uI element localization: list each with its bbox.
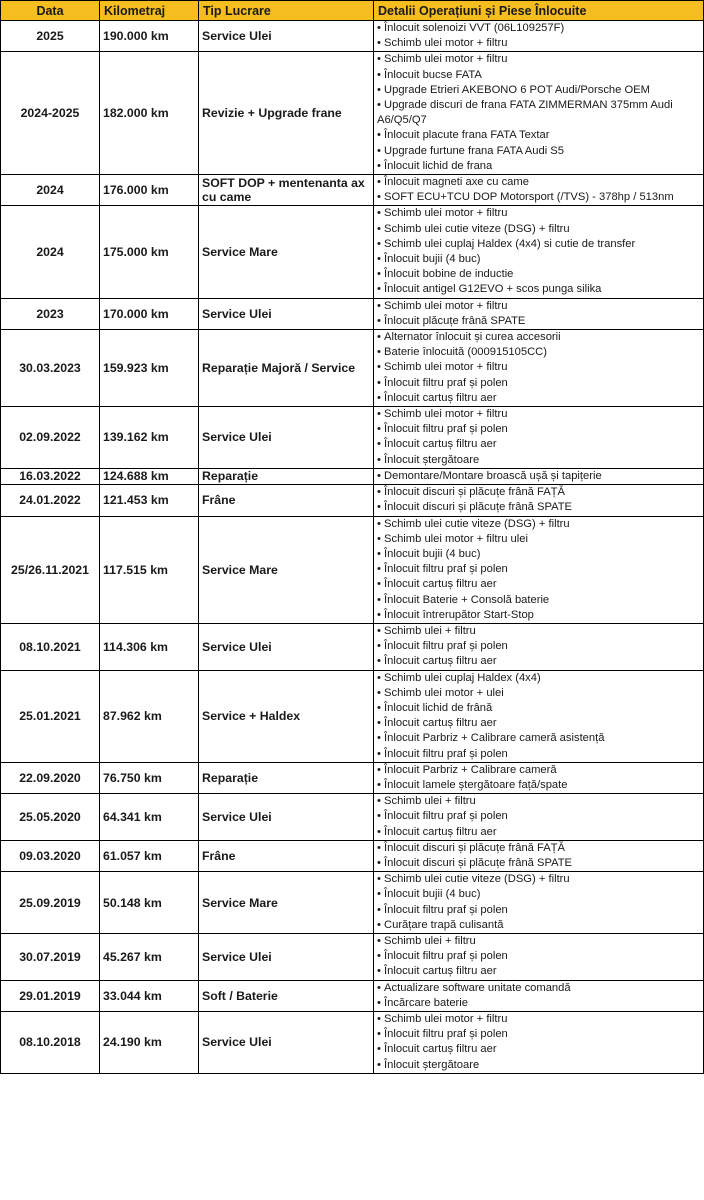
detail-item: • Înlocuit discuri și plăcuțe frână FAȚĂ: [377, 485, 700, 500]
table-body: [1, 21, 704, 1074]
row-km: 64.341 km: [100, 794, 199, 841]
row-type: Frâne: [199, 485, 374, 516]
row-details: [374, 468, 704, 484]
detail-item: • Schimb ulei cuplaj Haldex (4x4) si cutie de transfer: [377, 237, 700, 252]
row-details: [374, 52, 704, 175]
detail-item: • Upgrade furtune frana FATA Audi S5: [377, 144, 700, 159]
detail-item: • Înlocuit cartuș filtru aer: [377, 391, 700, 406]
row-km: 114.306 km: [100, 623, 199, 670]
row-km: 50.148 km: [100, 872, 199, 934]
header-date: Data: [1, 1, 100, 21]
detail-item: • Schimb ulei cutie viteze (DSG) + filtru: [377, 872, 700, 887]
row-type: Frâne: [199, 840, 374, 871]
row-date: 2025: [1, 21, 100, 52]
row-km: 124.688 km: [100, 468, 199, 484]
row-type: Service Ulei: [199, 298, 374, 329]
detail-item: • Schimb ulei + filtru: [377, 624, 700, 639]
row-km: 159.923 km: [100, 330, 199, 407]
row-type: Service Ulei: [199, 407, 374, 469]
detail-item: • Schimb ulei motor + ulei: [377, 686, 700, 701]
table-row: [1, 762, 704, 793]
detail-item: • Înlocuit cartuș filtru aer: [377, 654, 700, 669]
row-type: Reparație Majoră / Service: [199, 330, 374, 407]
row-date: 09.03.2020: [1, 840, 100, 871]
detail-item: • Înlocuit bujii (4 buc): [377, 252, 700, 267]
detail-list: [377, 21, 700, 51]
row-date: 30.03.2023: [1, 330, 100, 407]
detail-list: [377, 671, 700, 762]
row-details: [374, 670, 704, 762]
row-km: 33.044 km: [100, 980, 199, 1011]
detail-item: • Schimb ulei motor + filtru: [377, 52, 700, 67]
row-details: [374, 933, 704, 980]
row-date: 02.09.2022: [1, 407, 100, 469]
detail-item: • Înlocuit plăcuțe frână SPATE: [377, 314, 700, 329]
row-date: 25.09.2019: [1, 872, 100, 934]
detail-item: • Înlocuit lichid de frana: [377, 159, 700, 174]
detail-list: [377, 407, 700, 468]
row-details: [374, 206, 704, 298]
detail-list: [377, 517, 700, 623]
detail-item: • Înlocuit bucse FATA: [377, 68, 700, 83]
table-row: [1, 298, 704, 329]
row-type: Service Mare: [199, 872, 374, 934]
header-details: Detalii Operațiuni și Piese Înlocuite: [374, 1, 704, 21]
detail-list: [377, 1012, 700, 1073]
detail-item: • Înlocuit magneti axe cu came: [377, 175, 700, 190]
detail-item: • Înlocuit discuri și plăcuțe frână FAȚĂ: [377, 841, 700, 856]
table-row: [1, 206, 704, 298]
row-km: 117.515 km: [100, 516, 199, 623]
row-details: [374, 980, 704, 1011]
row-km: 176.000 km: [100, 175, 199, 206]
detail-item: • Baterie înlocuită (000915105CC): [377, 345, 700, 360]
table-row: [1, 516, 704, 623]
detail-item: • Înlocuit bujii (4 buc): [377, 547, 700, 562]
row-km: 170.000 km: [100, 298, 199, 329]
row-date: 25.05.2020: [1, 794, 100, 841]
detail-list: [377, 841, 700, 871]
detail-item: • Înlocuit filtru praf și polen: [377, 422, 700, 437]
detail-item: • Upgrade discuri de frana FATA ZIMMERMAN 375mm Audi A6/Q5/Q7: [377, 98, 700, 128]
row-details: [374, 21, 704, 52]
row-date: 16.03.2022: [1, 468, 100, 484]
detail-item: • Înlocuit discuri și plăcuțe frână SPATE: [377, 856, 700, 871]
row-date: 08.10.2021: [1, 623, 100, 670]
detail-item: • Înlocuit Parbriz + Calibrare cameră: [377, 763, 700, 778]
table-row: [1, 407, 704, 469]
detail-item: • Schimb ulei cuplaj Haldex (4x4): [377, 671, 700, 686]
detail-item: • Înlocuit ștergătoare: [377, 453, 700, 468]
detail-item: • Înlocuit discuri și plăcuțe frână SPATE: [377, 500, 700, 515]
row-type: Service + Haldex: [199, 670, 374, 762]
detail-list: [377, 763, 700, 793]
detail-list: [377, 794, 700, 840]
detail-item: • Înlocuit placute frana FATA Textar: [377, 128, 700, 143]
table-row: [1, 933, 704, 980]
row-km: 45.267 km: [100, 933, 199, 980]
row-km: 121.453 km: [100, 485, 199, 516]
table-row: [1, 52, 704, 175]
row-details: [374, 485, 704, 516]
table-row: [1, 872, 704, 934]
detail-list: [377, 624, 700, 670]
row-type: Service Ulei: [199, 21, 374, 52]
detail-item: • Înlocuit cartuș filtru aer: [377, 964, 700, 979]
row-date: 22.09.2020: [1, 762, 100, 793]
detail-item: • Încărcare baterie: [377, 996, 700, 1011]
detail-item: • Înlocuit lichid de frână: [377, 701, 700, 716]
row-type: Service Ulei: [199, 1012, 374, 1074]
table-row: [1, 330, 704, 407]
detail-item: • Înlocuit solenoizi VVT (06L109257F): [377, 21, 700, 36]
header-type: Tip Lucrare: [199, 1, 374, 21]
detail-list: [377, 469, 700, 484]
detail-item: • Schimb ulei motor + filtru: [377, 36, 700, 51]
detail-item: • Înlocuit filtru praf și polen: [377, 949, 700, 964]
detail-item: • Înlocuit Baterie + Consolă baterie: [377, 593, 700, 608]
detail-item: • Înlocuit antigel G12EVO + scos punga silika: [377, 282, 700, 297]
detail-item: • SOFT ECU+TCU DOP Motorsport (/TVS) - 378hp / 513nm: [377, 190, 700, 205]
row-type: Service Mare: [199, 206, 374, 298]
detail-list: [377, 872, 700, 933]
detail-item: • Înlocuit filtru praf și polen: [377, 376, 700, 391]
row-km: 175.000 km: [100, 206, 199, 298]
detail-item: • Înlocuit cartuș filtru aer: [377, 825, 700, 840]
row-km: 139.162 km: [100, 407, 199, 469]
detail-item: • Schimb ulei motor + filtru: [377, 1012, 700, 1027]
row-km: 87.962 km: [100, 670, 199, 762]
row-details: [374, 298, 704, 329]
detail-item: • Înlocuit filtru praf și polen: [377, 1027, 700, 1042]
row-details: [374, 175, 704, 206]
detail-item: • Înlocuit filtru praf și polen: [377, 562, 700, 577]
table-row: [1, 623, 704, 670]
row-date: 25.01.2021: [1, 670, 100, 762]
detail-item: • Schimb ulei motor + filtru: [377, 299, 700, 314]
detail-item: • Înlocuit întrerupător Start-Stop: [377, 608, 700, 623]
detail-item: • Schimb ulei + filtru: [377, 934, 700, 949]
table-row: [1, 21, 704, 52]
row-type: Reparație: [199, 468, 374, 484]
detail-item: • Înlocuit bobine de inductie: [377, 267, 700, 282]
row-type: Service Mare: [199, 516, 374, 623]
detail-item: • Upgrade Etrieri AKEBONO 6 POT Audi/Porsche OEM: [377, 83, 700, 98]
row-details: [374, 407, 704, 469]
detail-list: [377, 175, 700, 205]
row-date: 2024: [1, 206, 100, 298]
detail-item: • Înlocuit ștergătoare: [377, 1058, 700, 1073]
row-date: 30.07.2019: [1, 933, 100, 980]
detail-item: • Înlocuit filtru praf și polen: [377, 809, 700, 824]
detail-item: • Alternator înlocuit și curea accesorii: [377, 330, 700, 345]
detail-item: • Înlocuit bujii (4 buc): [377, 887, 700, 902]
row-type: Reparație: [199, 762, 374, 793]
detail-item: • Înlocuit cartuș filtru aer: [377, 577, 700, 592]
row-date: 2024: [1, 175, 100, 206]
table-row: [1, 1012, 704, 1074]
row-details: [374, 794, 704, 841]
row-details: [374, 330, 704, 407]
detail-list: [377, 299, 700, 329]
header-km: Kilometraj: [100, 1, 199, 21]
row-type: Service Ulei: [199, 933, 374, 980]
detail-item: • Schimb ulei motor + filtru ulei: [377, 532, 700, 547]
detail-item: • Înlocuit cartuș filtru aer: [377, 1042, 700, 1057]
row-type: Soft / Baterie: [199, 980, 374, 1011]
row-km: 76.750 km: [100, 762, 199, 793]
row-date: 24.01.2022: [1, 485, 100, 516]
detail-item: • Înlocuit Parbriz + Calibrare cameră asistență: [377, 731, 700, 746]
row-details: [374, 516, 704, 623]
row-km: 24.190 km: [100, 1012, 199, 1074]
detail-item: • Schimb ulei cutie viteze (DSG) + filtru: [377, 222, 700, 237]
detail-item: • Înlocuit filtru praf și polen: [377, 747, 700, 762]
row-date: 2023: [1, 298, 100, 329]
table-row: [1, 468, 704, 484]
row-date: 08.10.2018: [1, 1012, 100, 1074]
table-row: [1, 670, 704, 762]
detail-item: • Înlocuit cartuș filtru aer: [377, 437, 700, 452]
detail-list: [377, 52, 700, 174]
detail-item: • Schimb ulei motor + filtru: [377, 206, 700, 221]
detail-item: • Înlocuit lamele ștergătoare față/spate: [377, 778, 700, 793]
row-type: Revizie + Upgrade frane: [199, 52, 374, 175]
detail-list: [377, 485, 700, 515]
detail-item: • Înlocuit filtru praf și polen: [377, 639, 700, 654]
detail-list: [377, 206, 700, 297]
row-details: [374, 872, 704, 934]
row-km: 182.000 km: [100, 52, 199, 175]
row-date: 29.01.2019: [1, 980, 100, 1011]
detail-item: • Curățare trapă culisantă: [377, 918, 700, 933]
row-km: 61.057 km: [100, 840, 199, 871]
row-details: [374, 762, 704, 793]
header-row: [1, 1, 704, 21]
detail-list: [377, 934, 700, 980]
row-details: [374, 1012, 704, 1074]
table-row: [1, 485, 704, 516]
table-row: [1, 980, 704, 1011]
row-type: SOFT DOP + mentenanta ax cu came: [199, 175, 374, 206]
table-row: [1, 794, 704, 841]
detail-item: • Schimb ulei motor + filtru: [377, 360, 700, 375]
detail-list: [377, 330, 700, 406]
row-details: [374, 623, 704, 670]
detail-item: • Actualizare software unitate comandă: [377, 981, 700, 996]
row-km: 190.000 km: [100, 21, 199, 52]
detail-list: [377, 981, 700, 1011]
detail-item: • Înlocuit cartuș filtru aer: [377, 716, 700, 731]
row-type: Service Ulei: [199, 794, 374, 841]
table-row: [1, 840, 704, 871]
detail-item: • Schimb ulei + filtru: [377, 794, 700, 809]
table-row: [1, 175, 704, 206]
row-date: 2024-2025: [1, 52, 100, 175]
detail-item: • Schimb ulei cutie viteze (DSG) + filtru: [377, 517, 700, 532]
row-date: 25/26.11.2021: [1, 516, 100, 623]
row-details: [374, 840, 704, 871]
detail-item: • Înlocuit filtru praf și polen: [377, 903, 700, 918]
detail-item: • Schimb ulei motor + filtru: [377, 407, 700, 422]
detail-item: • Demontare/Montare broască ușă și tapițerie: [377, 469, 700, 484]
row-type: Service Ulei: [199, 623, 374, 670]
